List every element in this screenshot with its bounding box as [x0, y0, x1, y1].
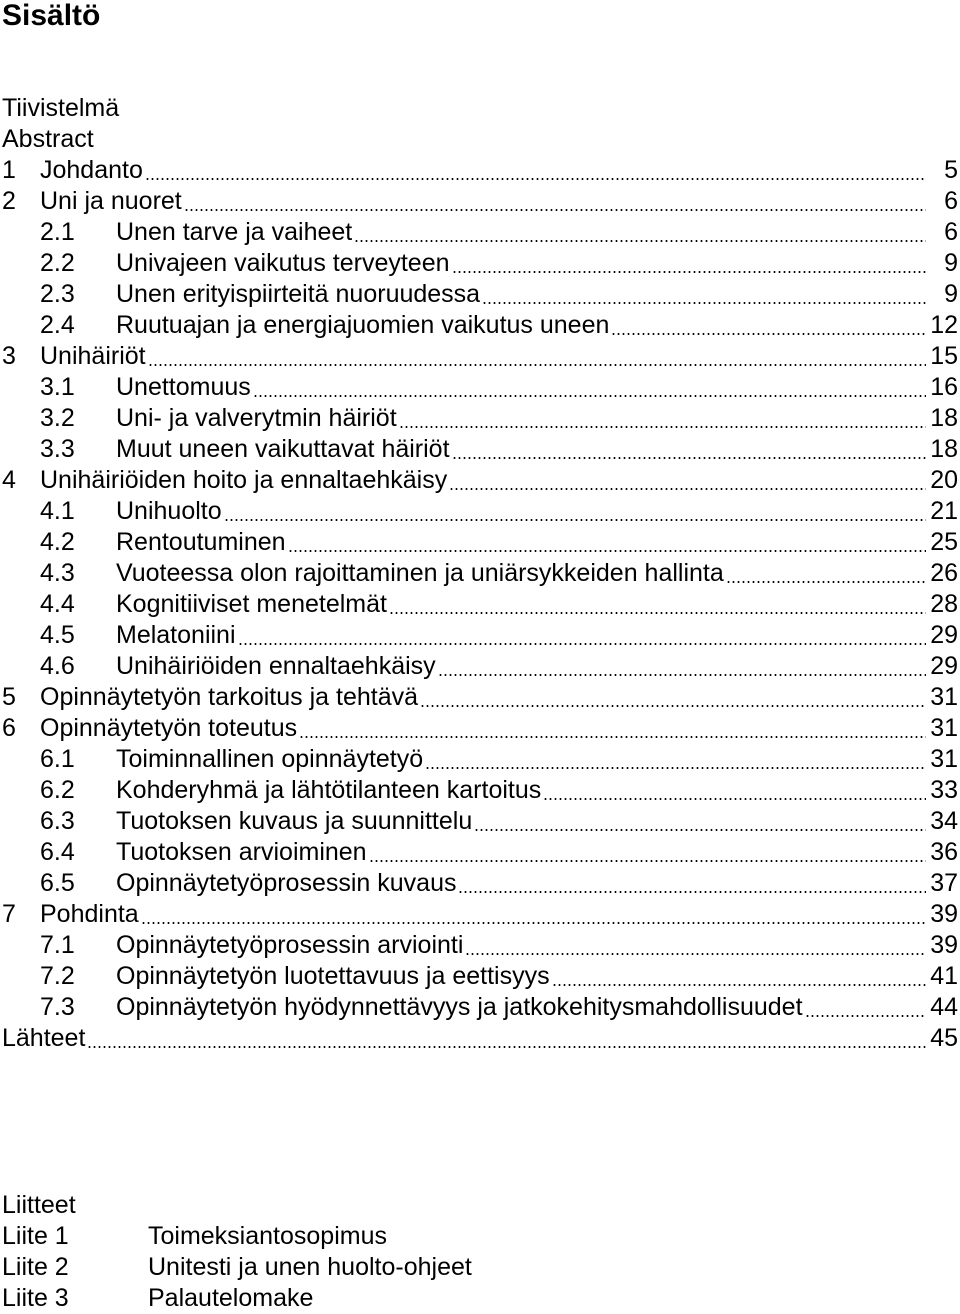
- toc-entry-page-number: 5: [944, 156, 958, 184]
- toc-entry-number: 4.4: [40, 590, 75, 618]
- toc-entry-title: Kohderyhmä ja lähtötilanteen kartoitus: [116, 776, 542, 804]
- toc-entry-leader: [116, 527, 926, 558]
- toc-entry: [0, 372, 960, 403]
- toc-entry-number: 3.2: [40, 404, 75, 432]
- toc-entry-leader: [116, 775, 926, 806]
- toc-entry-number: 2.3: [40, 280, 75, 308]
- dot-leader: [474, 806, 926, 837]
- dot-leader: [184, 186, 926, 217]
- dot-leader: [87, 1023, 926, 1054]
- toc-entry-leader: [116, 620, 926, 651]
- toc-entry-page-number: 25: [930, 528, 958, 556]
- toc-entry-title: Uni- ja valverytmin häiriöt: [116, 404, 397, 432]
- toc-entry-page-number: 18: [930, 404, 958, 432]
- toc-entry-title: Opinnäytetyöprosessin arviointi: [116, 931, 464, 959]
- toc-entry-abstract-fi: Tiivistelmä: [2, 94, 120, 122]
- toc-entry-title: Muut uneen vaikuttavat häiriöt: [116, 435, 450, 463]
- toc-entry: [0, 899, 960, 930]
- toc-entry-page-number: 9: [944, 249, 958, 277]
- toc-entry-page-number: 45: [930, 1024, 958, 1052]
- toc-entry-leader: [40, 899, 926, 930]
- toc-entry: [0, 620, 960, 651]
- toc-entry: [0, 961, 960, 992]
- toc-entry-number: 4.2: [40, 528, 75, 556]
- toc-entry: [0, 496, 960, 527]
- toc-entry-number: 2: [2, 187, 16, 215]
- toc-entry-leader: [116, 837, 926, 868]
- toc-list: [0, 155, 960, 1054]
- toc-entry-number: 5: [2, 683, 16, 711]
- attachment-item: [0, 1221, 960, 1252]
- toc-entry-number: 2.1: [40, 218, 75, 246]
- toc-entry-page-number: 16: [930, 373, 958, 401]
- dot-leader: [145, 155, 926, 186]
- dot-leader: [141, 899, 926, 930]
- toc-entry-leader: [116, 372, 926, 403]
- dot-leader: [425, 744, 926, 775]
- toc-entry: [0, 930, 960, 961]
- toc-entry-number: 3.1: [40, 373, 75, 401]
- attachments-heading: Liitteet: [2, 1191, 76, 1219]
- toc-entry-leader: [116, 930, 926, 961]
- toc-entry: [0, 434, 960, 465]
- toc-entry-number: 4.6: [40, 652, 75, 680]
- toc-entry-number: 6.3: [40, 807, 75, 835]
- toc-entry-leader: [116, 496, 926, 527]
- toc-entry-number: 7.2: [40, 962, 75, 990]
- toc-entry-leader: [116, 558, 926, 589]
- table-of-contents: [0, 93, 960, 1054]
- toc-entry: [0, 713, 960, 744]
- toc-entry-title: Opinnäytetyöprosessin kuvaus: [116, 869, 457, 897]
- toc-entry: [0, 775, 960, 806]
- attachment-item: [0, 1283, 960, 1314]
- dot-leader: [224, 496, 926, 527]
- toc-entry-title: Unihäiriöiden ennaltaehkäisy: [116, 652, 436, 680]
- toc-entry-title: Opinnäytetyön luotettavuus ja eettisyys: [116, 962, 550, 990]
- toc-entry-title: Ruutuajan ja energiajuomien vaikutus uneen: [116, 311, 610, 339]
- attachments-list: [0, 1190, 960, 1314]
- toc-entry: [0, 155, 960, 186]
- dot-leader: [465, 930, 926, 961]
- toc-entry-page-number: 31: [930, 745, 958, 773]
- toc-entry-title: Vuoteessa olon rajoittaminen ja uniärsykkeiden hallinta: [116, 559, 724, 587]
- toc-entry-page-number: 44: [930, 993, 958, 1021]
- toc-entry-page-number: 39: [930, 931, 958, 959]
- dot-leader: [452, 248, 926, 279]
- dot-leader: [449, 465, 926, 496]
- toc-entry: [0, 248, 960, 279]
- toc-entry-number: 6.2: [40, 776, 75, 804]
- dot-leader: [552, 961, 926, 992]
- toc-entry-number: 4: [2, 466, 16, 494]
- toc-entry-page-number: 29: [930, 621, 958, 649]
- toc-entry-title: Unen erityispiirteitä nuoruudessa: [116, 280, 481, 308]
- toc-entry-leader: [40, 186, 926, 217]
- toc-entry: [0, 806, 960, 837]
- dot-leader: [611, 310, 926, 341]
- toc-entry: [0, 465, 960, 496]
- toc-entry-leader: [116, 279, 926, 310]
- toc-entry: [0, 1023, 960, 1054]
- toc-entry-leader: [116, 434, 926, 465]
- toc-entry-title: Johdanto: [40, 156, 143, 184]
- dot-leader: [288, 527, 926, 558]
- toc-entry-number: 2.2: [40, 249, 75, 277]
- toc-entry-page-number: 6: [944, 187, 958, 215]
- toc-entry-page-number: 15: [930, 342, 958, 370]
- toc-entry-leader: [40, 155, 926, 186]
- dot-leader: [805, 992, 926, 1023]
- toc-entry: [0, 837, 960, 868]
- toc-entry-number: 3: [2, 342, 16, 370]
- toc-entry: [0, 868, 960, 899]
- toc-entry-page-number: 29: [930, 652, 958, 680]
- toc-entry-title: Opinnäytetyön toteutus: [40, 714, 298, 742]
- toc-entry-number: 6.1: [40, 745, 75, 773]
- toc-entry: [0, 682, 960, 713]
- toc-entry-number: 4.5: [40, 621, 75, 649]
- dot-leader: [238, 620, 926, 651]
- toc-entry-page-number: 34: [930, 807, 958, 835]
- toc-entry: [0, 403, 960, 434]
- attachment-title: Palautelomake: [148, 1284, 314, 1312]
- toc-entry-number: 4.1: [40, 497, 75, 525]
- toc-entry-leader: [116, 868, 926, 899]
- toc-entry-abstract-en: Abstract: [2, 125, 94, 153]
- toc-entry: [0, 186, 960, 217]
- dot-leader: [299, 713, 926, 744]
- toc-entry-number: 7: [2, 900, 16, 928]
- attachment-title: Toimeksiantosopimus: [148, 1222, 387, 1250]
- toc-entry-leader: [116, 961, 926, 992]
- toc-entry-leader: [40, 341, 926, 372]
- toc-entry-title: Tuotoksen kuvaus ja suunnittelu: [116, 807, 473, 835]
- dot-leader: [420, 682, 926, 713]
- toc-entry-title: Lähteet: [2, 1024, 86, 1052]
- toc-entry-number: 3.3: [40, 435, 75, 463]
- toc-entry-leader: [116, 310, 926, 341]
- toc-entry-leader: [116, 403, 926, 434]
- toc-entry-leader: [116, 217, 926, 248]
- toc-entry-page-number: 31: [930, 714, 958, 742]
- toc-entry: [0, 310, 960, 341]
- dot-leader: [482, 279, 926, 310]
- toc-entry-title: Melatoniini: [116, 621, 236, 649]
- toc-entry-title: Unihuolto: [116, 497, 222, 525]
- toc-entry-title: Opinnäytetyön hyödynnettävyys ja jatkokehitysmahdollisuudet: [116, 993, 803, 1021]
- toc-entry-number: 6: [2, 714, 16, 742]
- dot-leader: [369, 837, 926, 868]
- toc-entry-page-number: 12: [930, 311, 958, 339]
- toc-entry-title: Univajeen vaikutus terveyteen: [116, 249, 450, 277]
- toc-entry-page-number: 33: [930, 776, 958, 804]
- attachment-label: Liite 2: [2, 1253, 69, 1281]
- toc-entry-page-number: 9: [944, 280, 958, 308]
- toc-entry-page-number: 41: [930, 962, 958, 990]
- toc-entry: [0, 341, 960, 372]
- toc-entry-title: Kognitiiviset menetelmät: [116, 590, 387, 618]
- toc-entry-page-number: 18: [930, 435, 958, 463]
- toc-entry-number: 1: [2, 156, 16, 184]
- toc-entry-title: Rentoutuminen: [116, 528, 286, 556]
- toc-entry-leader: [116, 651, 926, 682]
- toc-entry-title: Unihäiriöiden hoito ja ennaltaehkäisy: [40, 466, 448, 494]
- toc-entry-number: 7.1: [40, 931, 75, 959]
- toc-entry-page-number: 36: [930, 838, 958, 866]
- toc-entry: [0, 527, 960, 558]
- toc-entry-page-number: 6: [944, 218, 958, 246]
- dot-leader: [389, 589, 926, 620]
- attachment-item: [0, 1252, 960, 1283]
- toc-entry: [0, 279, 960, 310]
- toc-entry: [0, 589, 960, 620]
- toc-entry-page-number: 20: [930, 466, 958, 494]
- toc-entry-number: 6.5: [40, 869, 75, 897]
- toc-entry-number: 4.3: [40, 559, 75, 587]
- toc-entry-leader: [40, 465, 926, 496]
- toc-entry: [0, 217, 960, 248]
- toc-entry-leader: [40, 713, 926, 744]
- toc-entry-title: Unettomuus: [116, 373, 251, 401]
- dot-leader: [148, 341, 926, 372]
- toc-entry-page-number: 21: [930, 497, 958, 525]
- toc-entry-leader: [116, 992, 926, 1023]
- toc-entry-leader: [116, 248, 926, 279]
- toc-entry-title: Tuotoksen arvioiminen: [116, 838, 367, 866]
- attachment-title: Unitesti ja unen huolto-ohjeet: [148, 1253, 472, 1281]
- toc-entry-title: Toiminnallinen opinnäytetyö: [116, 745, 424, 773]
- toc-entry-page-number: 37: [930, 869, 958, 897]
- toc-entry: [0, 992, 960, 1023]
- toc-entry-title: Opinnäytetyön tarkoitus ja tehtävä: [40, 683, 419, 711]
- toc-entry-title: Unen tarve ja vaiheet: [116, 218, 353, 246]
- attachment-label: Liite 3: [2, 1284, 69, 1312]
- toc-entry-leader: [40, 682, 926, 713]
- dot-leader: [399, 403, 926, 434]
- dot-leader: [726, 558, 926, 589]
- toc-entry-leader: [116, 806, 926, 837]
- toc-entry: [0, 744, 960, 775]
- toc-entry-number: 2.4: [40, 311, 75, 339]
- toc-entry-number: 6.4: [40, 838, 75, 866]
- dot-leader: [543, 775, 926, 806]
- toc-entry: [0, 558, 960, 589]
- toc-entry-leader: [116, 744, 926, 775]
- dot-leader: [354, 217, 926, 248]
- toc-entry-leader: [116, 589, 926, 620]
- toc-entry: [0, 651, 960, 682]
- toc-entry-page-number: 26: [930, 559, 958, 587]
- toc-entry-page-number: 31: [930, 683, 958, 711]
- toc-entry-title: Pohdinta: [40, 900, 139, 928]
- toc-entry-title: Unihäiriöt: [40, 342, 146, 370]
- toc-entry-page-number: 28: [930, 590, 958, 618]
- toc-entry-title: Uni ja nuoret: [40, 187, 182, 215]
- toc-entry-number: 7.3: [40, 993, 75, 1021]
- attachment-label: Liite 1: [2, 1222, 69, 1250]
- toc-entry-leader: [2, 1023, 926, 1054]
- dot-leader: [438, 651, 926, 682]
- dot-leader: [458, 868, 926, 899]
- toc-entry-page-number: 39: [930, 900, 958, 928]
- dot-leader: [253, 372, 926, 403]
- dot-leader: [452, 434, 926, 465]
- page-title: Sisältö: [2, 0, 101, 32]
